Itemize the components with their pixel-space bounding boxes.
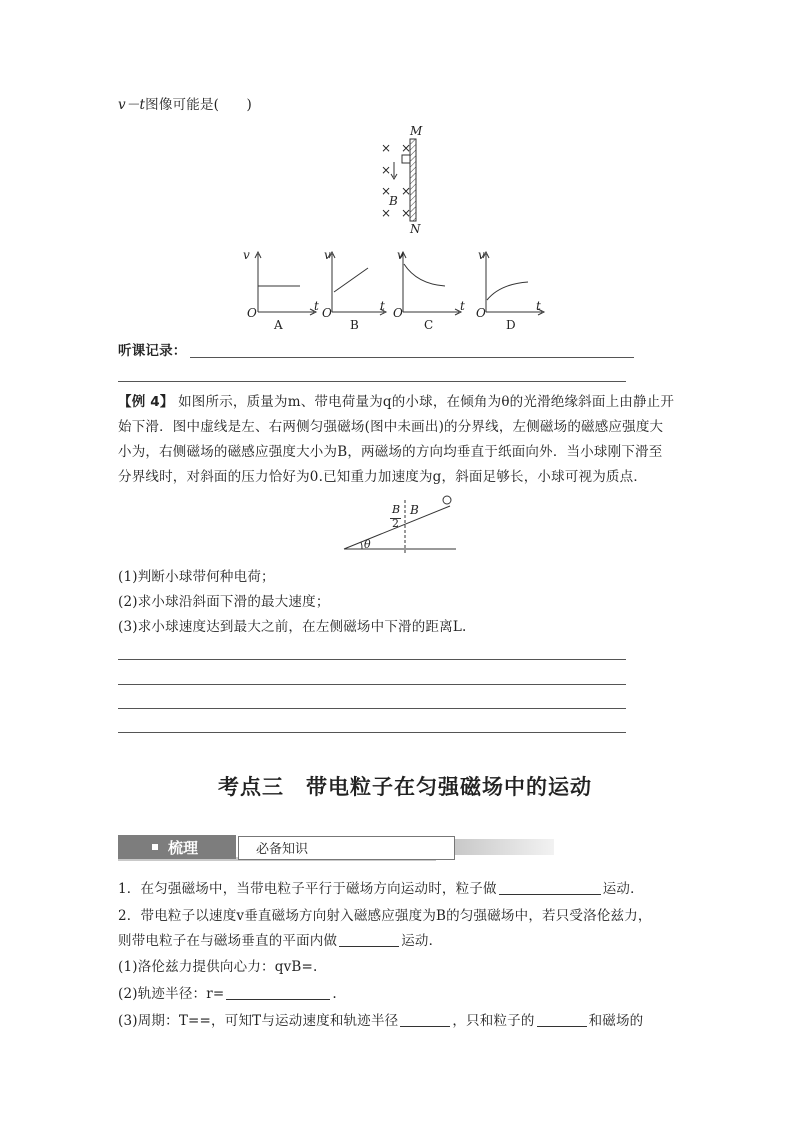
example4-text-1: 如图所示，质量为m、带电荷量为q的小球，在倾角为θ的光滑绝缘斜面上由静止开	[178, 394, 675, 410]
theta-label: θ	[364, 538, 371, 551]
wall-label-n: N	[410, 222, 421, 236]
knowledge-s2-end: .	[332, 986, 337, 1002]
answer-line[interactable]	[118, 708, 626, 709]
banner-square-icon	[152, 844, 158, 850]
knowledge-s3-end: 和磁场的	[588, 1013, 644, 1029]
cross-mark: ×	[401, 141, 412, 155]
notes-line[interactable]	[190, 357, 634, 358]
block	[402, 155, 410, 163]
question-3: (3)求小球速度达到最大之前，在左侧磁场中下滑的距离L.	[118, 619, 467, 635]
cross-mark: ×	[401, 206, 412, 220]
banner-title: 梳理	[168, 839, 199, 857]
example4-line3: 小为，右侧磁场的磁感应强度大小为B，两磁场的方向均垂直于纸面向外．当小球刚下滑至	[118, 444, 663, 460]
knowledge-p2-line1: 2．带电粒子以速度v垂直磁场方向射入磁感应强度为B的匀强磁场中，若只受洛伦兹力，	[118, 908, 652, 924]
cross-mark: ×	[381, 141, 392, 155]
curve-d	[487, 282, 528, 300]
axis-t-label: t	[536, 299, 541, 313]
axis-t-label: t	[314, 299, 319, 313]
origin-label: O	[322, 306, 332, 320]
cross-mark: ×	[401, 184, 412, 198]
fill-blank[interactable]	[400, 1012, 450, 1027]
example4-line2: 始下滑．图中虚线是左、右两侧匀强磁场(图中未画出)的分界线，左侧磁场的磁感应强度大	[118, 419, 664, 435]
knowledge-p1	[118, 880, 644, 898]
ball	[443, 496, 451, 504]
knowledge-p2-text: 则带电粒子在与磁场垂直的平面内做	[118, 933, 338, 949]
axis-v-label: v	[478, 248, 485, 262]
notes-label: 听课记录：	[118, 343, 187, 359]
option-label-d: D	[506, 318, 516, 332]
section-title: 考点三 带电粒子在匀强磁场中的运动	[218, 775, 592, 799]
question-2: (2)求小球沿斜面下滑的最大速度；	[118, 594, 330, 610]
right-field-label: B	[410, 503, 419, 517]
question-intro	[118, 96, 252, 114]
question-1: (1)判断小球带何种电荷；	[118, 569, 275, 585]
answer-line[interactable]	[118, 684, 626, 685]
fill-blank[interactable]	[537, 1012, 587, 1027]
vt-variable: v－t	[118, 97, 146, 113]
knowledge-s3-mid: ，只和粒子的	[452, 1013, 535, 1029]
answer-line[interactable]	[118, 659, 626, 660]
graph-c	[395, 250, 467, 316]
example4-line4: 分界线时，对斜面的压力恰好为0.已知重力加速度为g，斜面足够长，小球可视为质点．	[118, 469, 648, 485]
left-field-denominator: 2	[392, 517, 399, 530]
knowledge-p2-line2	[118, 932, 442, 950]
wall-label-m: M	[410, 124, 423, 138]
curve-b	[334, 268, 368, 292]
knowledge-s3-text: (3)周期：T==，可知T与运动速度和轨迹半径	[118, 1013, 399, 1029]
axis-v-label: v	[397, 248, 404, 262]
angle-arc	[361, 542, 362, 549]
axis-t-label: t	[460, 299, 465, 313]
origin-label: O	[476, 306, 486, 320]
origin-label: O	[393, 306, 403, 320]
graph-a	[250, 250, 320, 316]
example-tag: 【例 4】	[118, 394, 174, 410]
fill-blank[interactable]	[226, 985, 330, 1000]
left-field-numerator: B	[392, 503, 401, 516]
knowledge-s2	[118, 985, 337, 1003]
question-intro-text: 图像可能是( )	[145, 97, 252, 113]
cross-mark: ×	[381, 163, 392, 177]
option-label-b: B	[350, 318, 359, 332]
knowledge-p2-end: 运动．	[401, 933, 443, 949]
knowledge-p1-end: 运动．	[602, 881, 644, 897]
field-label-b: B	[389, 194, 398, 208]
option-label-a: A	[274, 318, 283, 332]
banner-fade	[454, 839, 554, 855]
banner-subtitle: 必备知识	[256, 842, 309, 857]
fill-blank[interactable]	[499, 880, 601, 895]
answer-line[interactable]	[118, 732, 626, 733]
notes-line[interactable]	[118, 381, 626, 382]
cross-mark: ×	[381, 184, 392, 198]
example4-line1	[118, 393, 674, 411]
knowledge-banner	[118, 835, 436, 861]
curve-c	[404, 264, 445, 286]
wall-field-figure	[370, 122, 430, 234]
origin-label: O	[247, 306, 257, 320]
knowledge-s2-text: (2)轨迹半径：r=	[118, 986, 225, 1002]
option-label-c: C	[424, 318, 434, 332]
axis-t-label: t	[380, 299, 385, 313]
cross-mark: ×	[381, 206, 392, 220]
axis-v-label: v	[324, 248, 331, 262]
knowledge-s3	[118, 1012, 643, 1030]
axis-v-label: v	[243, 248, 250, 262]
knowledge-s1: (1)洛伦兹力提供向心力：qvB=.	[118, 959, 318, 975]
fill-blank[interactable]	[339, 932, 399, 947]
knowledge-p1-text: 1．在匀强磁场中，当带电粒子平行于磁场方向运动时，粒子做	[118, 881, 497, 897]
